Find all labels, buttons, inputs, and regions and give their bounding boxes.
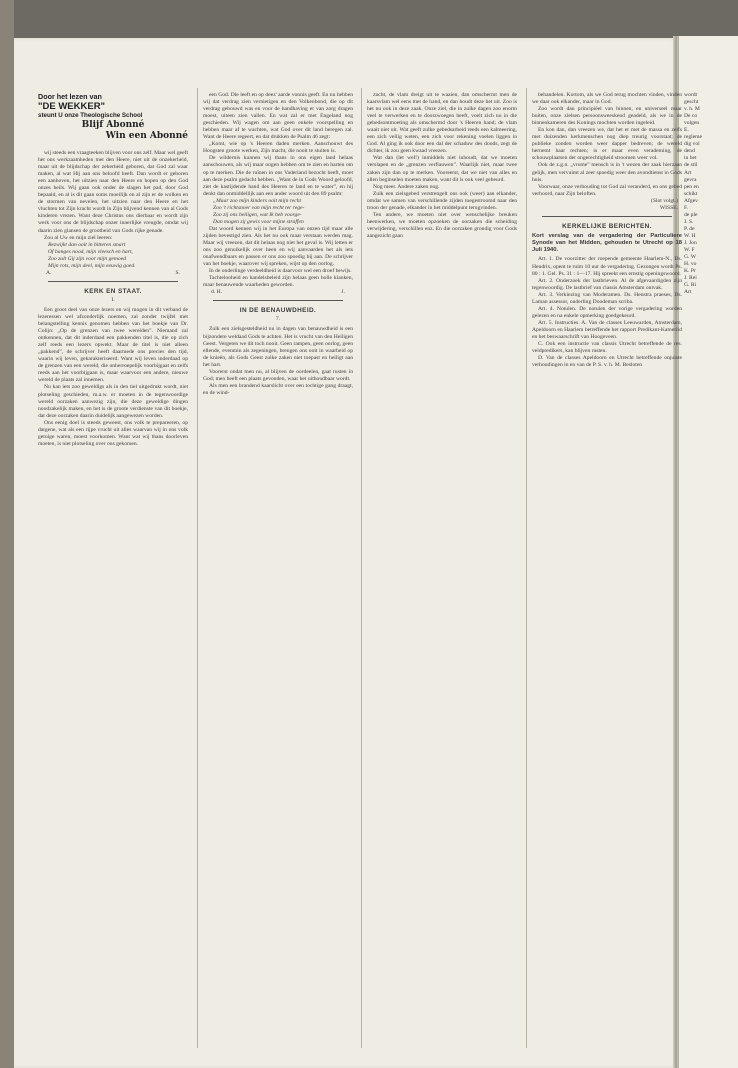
- paragraph: D. Van de classes Apeldoorn en Utrecht betreffende onjuiste verhoudingen in en van de P. S. v. h. M. Besloten: [532, 355, 682, 369]
- signature-left: A.: [46, 269, 52, 276]
- paragraph: zucht, de vlam dreigt uit te waaien, dan omschermt men de kaarsvlam wel eens met de hand, en dan houdt deze het uit. Zoo is het nu ook in deze zaak. Onze ziel, die in zulke dagen zoo enorm veel te verwerken en te doorzwoegen heeft, voelt zich nu in die gebedsontmoeting als omschermd door 's Heeren hand; de vlam waait niet uit. Wat geeft zulke gebedsarbeid reeds een kalmeering, een zich veilig weten, een zich voor rekening voelen liggen in God. Al ging ik ook door een dal der schaduw des doods, zegt de dichter, ik zou geen kwaad vreezen.: [367, 92, 517, 155]
- signature-left: d. H.: [211, 289, 223, 296]
- paragraph: behandelen. Kortom, als we God terug mochten vinden, vinden we daar ook elkander, maar in God.: [532, 92, 682, 106]
- paragraph: Als men een brandend kaarslicht over een tochtige gang draagt, en de wind-: [203, 382, 353, 396]
- paragraph: Zoo wordt dan principiëel van binnen, en universeel maar buiten, onze zielsen persoonsweeskend geadeld, als we in de binnenkameren des Konings mochten worden ingeleid.: [532, 106, 682, 127]
- report-heading: Kort verslag van de vergadering der Particuliere Synode van het Midden, gehouden te Utrecht op 18 Juli 1940.: [532, 232, 682, 254]
- to-be-continued: (Slot volgt.): [650, 197, 678, 204]
- paragraph: C. Ook een instructie van classis Utrecht betreffende de res. veldpredikers, kan blijven rusten.: [532, 341, 682, 355]
- peek-line: pen en: [684, 183, 699, 190]
- paragraph: Art. 3. Verkiezing van Moderamen. Ds. Henstra praeses, Ds. Laman assessor, ouderling Doodeman scriba.: [532, 291, 682, 305]
- author-signature: WISSE.: [659, 204, 678, 211]
- peek-line: wordt: [684, 92, 698, 98]
- paragraph: wij steeds een vraagteeken blijven voor ons zelf. Maar wel geeft het ons werkzaamheden met den Heere, niet uit de onzekerheid, maar uit de blijdschap der zekerheid geboren, dat God zal waar maken, al wat Hij aan ons beloofd heeft. Dan wordt er geboren een aanhoven, het uitzien naar den Heere en hopen op den God onzes heils. Wij gaan ook onder de slagen het pad, door God bepaald, en al is dit gaan soms moeilijk en al zijn er de wolken en de stormen van nevelen, het uitzien naar den Heere en het vluchten tot Zijn kracht wordt in Zijn blijvend kennen van al Gods kinderen vrezen. Want deze Christus ons dierbaar en wordt zijn werk voor ons de blijdschap onzer innerlijke vreugde, omdat wij daarin zien glansen de grootheid van Gods rijke genade.: [38, 150, 188, 234]
- paragraph: Wat dan (let wel!) inmiddels niet inhoudt, dat we moeten verslapen en de „grenzen verflauwen”. Waarlijk niet, maar twee zaken zijn dan op te merken. Vooreerst, dat we niet van alles en allen beginselen moeten maken, want dit is ook veel gebeurd.: [367, 155, 517, 183]
- poem-line: Mijn rots, mijn deel, mijn eeuwig goed.: [48, 262, 136, 269]
- advert-line-5: Win een Abonné: [105, 131, 188, 141]
- column-rule: [361, 88, 362, 1048]
- peek-line: G. W: [684, 254, 697, 261]
- advert-title: "DE WEKKER": [38, 101, 106, 112]
- column-4: [532, 92, 682, 369]
- peek-line: v. h. M: [684, 106, 700, 113]
- peek-line: P. de: [684, 225, 695, 232]
- column-rule: [197, 88, 198, 1048]
- section-number: 7.: [275, 316, 281, 323]
- divider: [213, 300, 343, 301]
- next-page-text: [684, 92, 736, 296]
- peek-line: in het: [684, 155, 697, 162]
- signature-right: S.: [175, 269, 180, 276]
- peek-line: E.: [684, 127, 689, 134]
- paragraph: Nu kan iets zoo geweldigs als in den tiel uitgedrukt wordt, niet plotseling geschieden, m.a.w. er moeten in de tegenwoordige wereld oorzaken aanwezig zijn, die deze geweldige dingen noodzakelijk maken, en het is de groote verdienste van dit boekje, dat deze oorzaken daarin duidelijk aangewezen worden.: [38, 384, 188, 419]
- peek-line: schikt: [684, 190, 698, 197]
- signature: [203, 289, 353, 296]
- scanner-background-top: [0, 0, 738, 42]
- peek-line: dig vol: [684, 141, 700, 148]
- divider: [542, 216, 672, 217]
- poem-line: Zoo zult Gij zijn voor mijn gemoed: [48, 255, 127, 262]
- advert-line-3: steunt U onze Theologische School: [38, 112, 143, 119]
- advert-line-4: Blijf Abonné: [81, 120, 145, 130]
- peek-line: W. H: [684, 232, 696, 239]
- column-2: [203, 92, 353, 397]
- peek-line: regleme: [684, 134, 703, 141]
- paragraph: Art. 1. De voorzitter der roepende gemeente Haarlem-N., Ds. Hendrix, opent te ruim 10 uur de vergadering. Gezongen wordt Ps. 80 : 1. Gel. Ps. 31 : 1—17. Hij spreekt een ernstig openingswoord.: [532, 256, 682, 277]
- peek-line: W. F: [684, 247, 695, 254]
- advert-line-1: Door het lezen van: [38, 92, 102, 101]
- peek-line: J. Rel: [684, 275, 697, 282]
- poem: [203, 198, 353, 226]
- peek-line: K. Pr: [684, 268, 696, 275]
- section-title: KERKELIJKE BERICHTEN.: [562, 222, 652, 230]
- paragraph: En kon dan, dan vreezen we, dat het er met de massa en zelfs met duizenden kerkmenschen nog diep treurig voorstaat; de publieke zonden worden weer dapper bedreven; de wereld hernemt haar rechten; is er maar even verademing, de schouwplaatsen der ongerechtigheid stroomen weer vol.: [532, 127, 682, 162]
- peek-line: Art: [684, 169, 692, 176]
- peek-line: gevra: [684, 176, 697, 183]
- paragraph: In de onderlinge verdeeldheid is daarvoor wel een droef bewijs.: [209, 268, 352, 275]
- poem-line: Zoo 't richtsnoer van mijn recht ter rege-: [213, 204, 305, 211]
- poem-line: Dan mogen zij gewis voor mijne straffen: [213, 218, 304, 225]
- peek-line: Art: [684, 289, 692, 296]
- section-title: KERK EN STAAT.: [84, 287, 142, 295]
- subscription-advert: [38, 92, 188, 142]
- paragraph: Art. 2. Onderzoek der lastbrieven. Al de afgevaardigden zijn tegenwoordig. De lastbrief van classis Amsterdam ontvak.: [532, 277, 682, 291]
- paragraph: Nog meer. Andere zaken nog.: [373, 183, 440, 190]
- paragraph: Ook de z.g.n. „vrome” mensch is in 't wezen der zaak hierzaan gelijk, men vervuimt al zeer spoedig weer den avondtienst in Gods huis.: [532, 162, 682, 183]
- divider: [48, 281, 178, 282]
- peek-line: volgen: [684, 120, 700, 127]
- paragraph: Dat woord kennen wij in het Europa van onzen tijd maar alle zijden bevestigd zien. Als het nu ook maar verstaan werden mag. Maar wij vreezen, dat dit helaas nog niet het geval is. Wij letten er ons zoo genuikelijk over heen en wij aanvaarden het als iets onafwendbaars en passen er ons zoo spoedig bij aan. De schrijver van het boekje, waarover wij spreken, wijst op den oorlog.: [203, 225, 353, 268]
- column-1: [38, 92, 188, 448]
- peek-line: F.: [684, 204, 689, 211]
- paragraph: een God. Die leeft en op deez' aarde vonnis geeft. En nu hebben wij dat verdrag zien vernietigen en den Volkenbond, die op dit verdrag gebouwd was en voor de handhaving er van zorg dragen moest, uiteen zien vallen. En wat zal er met Engeland nog geschieden. Wij wagen om aan geen enkele voorspelling en hebben maar af te wachten, wat God over dit land beregen zal. Want de Heere regeert, en dat drukken de Psalm 46 zegt:: [203, 92, 353, 141]
- paragraph: Ten andere, we moeten niet over wenschelijke breuken heenwerken, we moeten opzoeken de oorzaken die scheiding verwijdering, verschillen enz. En die oorzaken grondig voor Gods aangezicht gaan: [367, 211, 517, 239]
- scanner-background-left: [0, 0, 14, 1068]
- peek-line: dend: [684, 148, 695, 155]
- paragraph: De wildernis kunnen wij thans in ons eigen land helaas aanschouwen, als wij maar oogen hebben om te zien en harten om op te merken. Die de ruïnen in ons Vaderland bezocht heeft, moet aan deze psalm gedacht hebben. „Want de in Gods Woord geloofd, ziet de kastijdende hand des Heeren te land en te water”, en hij denkt dan onmiddellijk aan een ander woord uit den 89 psalm:: [203, 155, 353, 197]
- peek-line: de ple: [684, 211, 698, 218]
- paragraph: Een groot deel van onze lezers en wij mogen in dit verband de lezeressen wel afzonderlijk noemen, zal zonder twijfel met belangstelling kennis genomen hebben van het boekje van Dr. Colijn: „Op de grenzen van twee werelden”. Niemand zal ontkennen, dat dit inderdaad een pakkenden titel is, die op zich zelf reeds een lezers opwekt. Maar de titel is niet alleen „pakkend”, de schrijver heeft daarmede ons precies den tijd, waarin wij leven, gekarakteriseerd. Want wij leven inderdaad op de grenzen van een wereld, die onherroepelijk voorbijgaat en zelfs reeds aan het voorbijgaan is, maar waarvoor een andere, nieuwe wereld de plaats zal innemen.: [38, 306, 188, 384]
- paragraph: Voorwaar, onze verhouding tot God zal veranderd, en ons gebed verhoord, naar Zijn beloften.: [532, 183, 682, 197]
- peek-line: De co: [684, 113, 698, 120]
- section-number: I.: [111, 296, 115, 303]
- paragraph: Tachtelooheid en handelsbeleid zijn helaas geen holle klanken, maar benauwende waarheden geworden.: [203, 275, 353, 289]
- section-title: IN DE BENAUWDHEID.: [239, 307, 317, 315]
- peek-line: G. Ri: [684, 282, 697, 289]
- column-3: [367, 92, 517, 240]
- peek-line: J. S.: [684, 218, 694, 225]
- paragraph: „Komt, wie op 's Heeren daden merken. Aanschouwt des Hoogsten groote werken, Zijn macht, die nooit te stuiten is.: [203, 141, 353, 155]
- paragraph: Zou al Uw en mijn ziel leeren:: [44, 234, 113, 241]
- paragraph: Ons eenig doel is steeds geweest, ons volk te prepareeren, op datgene, wat als een rijpe vrucht uit alles waarvan wij in ons volk getuige waren, moest voorkomen. Want wat wij thans doorleven moeten, is niet plotseling over ons gekomen.: [38, 419, 188, 447]
- paragraph: Zulk een zielsgebed verstrengelt ons ook (weer) aan elkander, omdat we samen van verschillende zijden toegestroomd naar den troon der genade, elkander in het middelpunt terugvinden.: [367, 190, 517, 211]
- poem-line: Zoo zij ons heiligen, wat Ik heb voorge-: [213, 211, 302, 218]
- signature: [38, 270, 188, 277]
- poem-line: „Maar zoo mijn kinders ooit mijn recht: [213, 197, 302, 204]
- signature-right: J.: [341, 289, 345, 296]
- paragraph: Voorerst ondat men nu, al blijven de oordeelen, gaat rusten in God; men heeft een plaats gevonden, waar het uithoudbaar wordt.: [203, 368, 353, 382]
- poem-line: Of banges nood, mijn vleesch en hart,: [48, 248, 133, 255]
- peek-line: gescht: [684, 99, 699, 106]
- peek-line: de stil: [684, 162, 698, 169]
- peek-line: Afgev: [684, 197, 698, 204]
- poem: [38, 242, 188, 270]
- peek-line: J. Jon: [684, 239, 697, 246]
- paragraph: Zulk een zielsgesteldheid nu in dagen van benauwdheid is een bijzondere weldaad Gods te achten. Het is vrucht van den Heiligen Geest. Vergeten we dit toch nooit. Geen rampen, geen oorlog, geen ellende, evenmin als zegeningen, brengen ons ooit in waarheid op de knieën, als Gods Geest zulke zaken niet toepast en heiligt aan het hart.: [203, 326, 353, 368]
- poem-line: Bezwijkt dan ooit in bitteren smart: [48, 241, 126, 248]
- column-rule: [526, 88, 527, 1048]
- paragraph: Art. 5. Instructies. A. Van de classes Leeuwarden, Amsterdam, Apeldoorn en Haarlem betreffende het rapport Predikant-Kamerlid en het beswaarschrift van Hoogeveen.: [532, 319, 682, 340]
- peek-line: H. vo: [684, 261, 697, 268]
- paragraph: Art. 4. Notulen. De notulen der vorige vergadering worden gelezen en na enkele opmerking goedgekeurd.: [532, 305, 682, 319]
